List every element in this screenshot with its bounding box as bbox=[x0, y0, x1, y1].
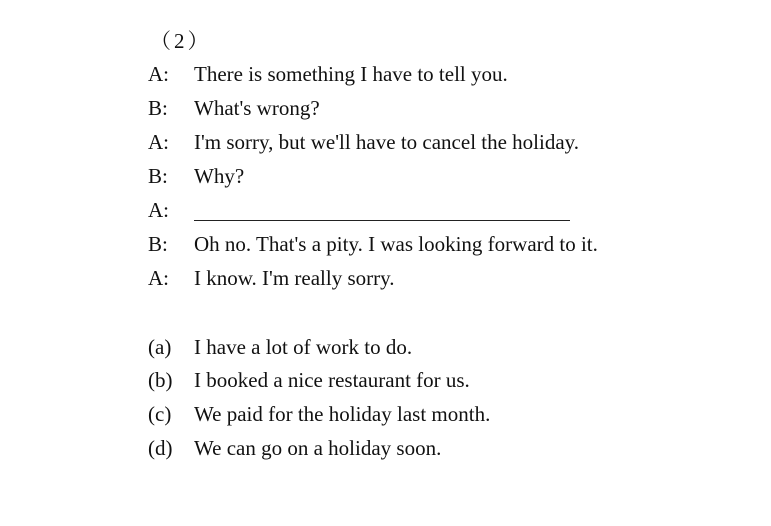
dialogue-line bbox=[148, 229, 598, 259]
dialogue-line bbox=[148, 93, 320, 123]
dialogue-line bbox=[148, 161, 244, 191]
option-label: (c) bbox=[148, 402, 172, 426]
answer-option-a[interactable] bbox=[148, 332, 412, 362]
dialogue-line bbox=[148, 263, 395, 293]
speaker-label: A: bbox=[148, 198, 169, 222]
dialogue-text: Why? bbox=[194, 164, 245, 188]
answer-option-d[interactable] bbox=[148, 433, 441, 463]
dialogue-text: I know. I'm really sorry. bbox=[194, 266, 395, 290]
dialogue-text: Oh no. That's a pity. I was looking forward to it. bbox=[194, 232, 598, 256]
option-label: (a) bbox=[148, 335, 172, 359]
speaker-label: B: bbox=[148, 96, 168, 120]
speaker-label: B: bbox=[148, 232, 168, 256]
speaker-label: A: bbox=[148, 266, 169, 290]
option-text: I booked a nice restaurant for us. bbox=[194, 368, 470, 392]
option-label: (b) bbox=[148, 368, 173, 392]
dialogue-line-blank bbox=[148, 195, 570, 225]
question-number: （2） bbox=[150, 29, 212, 53]
option-text: We can go on a holiday soon. bbox=[194, 436, 442, 460]
speaker-label: A: bbox=[148, 62, 169, 86]
option-text: We paid for the holiday last month. bbox=[194, 402, 491, 426]
answer-option-c[interactable] bbox=[148, 399, 490, 429]
speaker-label: A: bbox=[148, 130, 169, 154]
dialogue-line bbox=[148, 59, 508, 89]
dialogue-text: What's wrong? bbox=[194, 96, 320, 120]
answer-option-b[interactable] bbox=[148, 365, 470, 395]
option-label: (d) bbox=[148, 436, 173, 460]
answer-blank[interactable] bbox=[194, 220, 570, 221]
speaker-label: B: bbox=[148, 164, 168, 188]
dialogue-text: I'm sorry, but we'll have to cancel the holiday. bbox=[194, 130, 580, 154]
dialogue-text: There is something I have to tell you. bbox=[194, 62, 508, 86]
dialogue-line bbox=[148, 127, 579, 157]
option-text: I have a lot of work to do. bbox=[194, 335, 413, 359]
